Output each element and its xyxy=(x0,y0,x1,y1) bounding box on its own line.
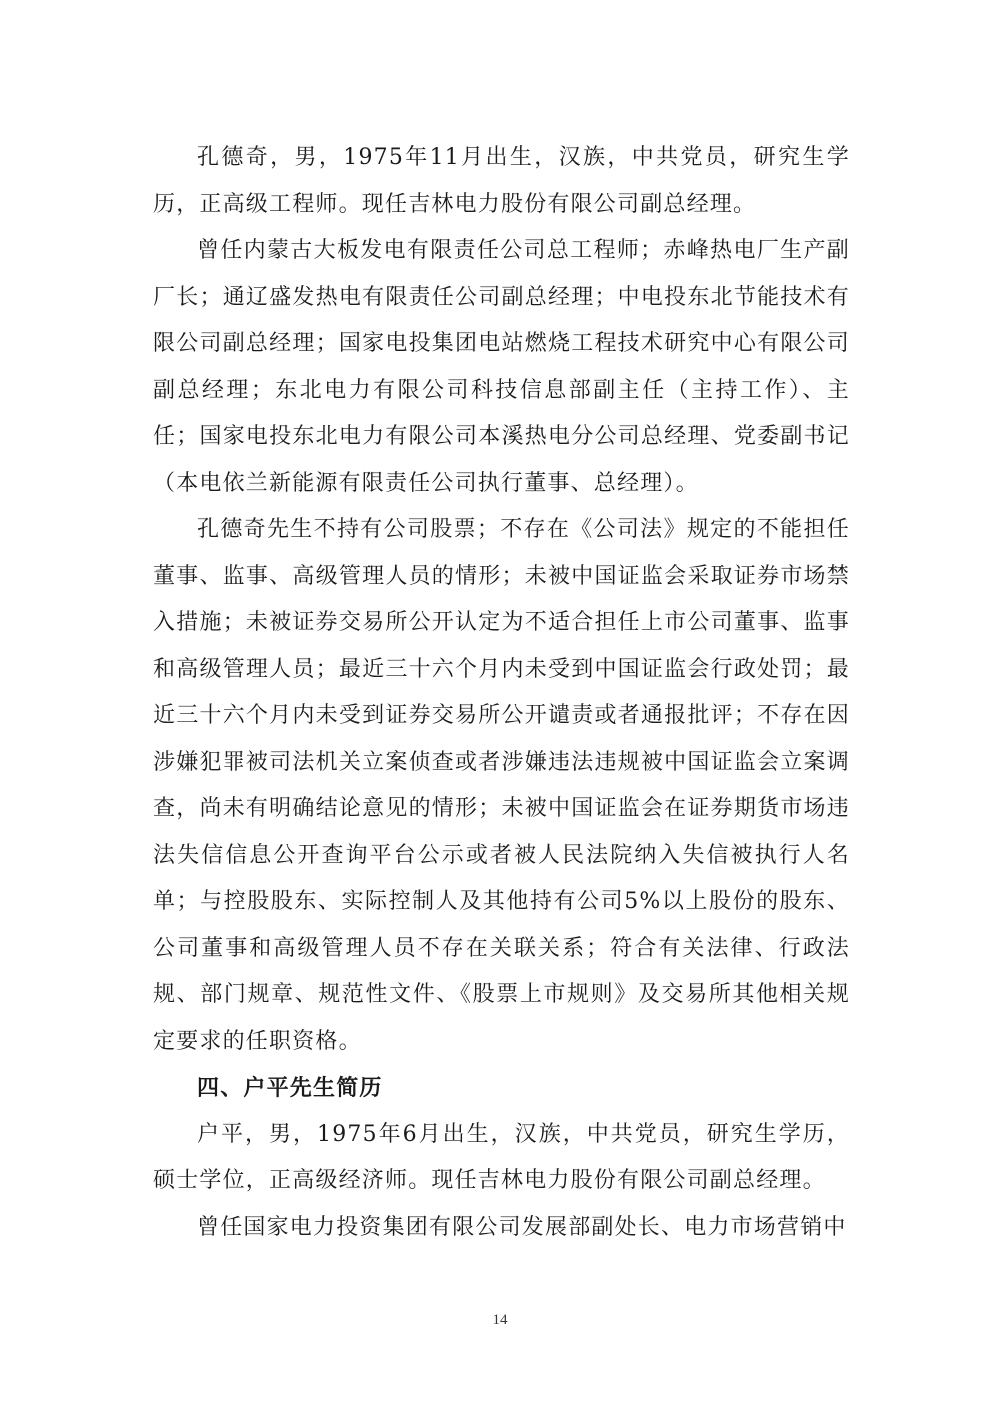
paragraph-hu-basic-info: 户平，男，1975年6月出生，汉族，中共党员，研究生学历，硕士学位，正高级经济师。现任吉林电力股份有限公司副总经理。 xyxy=(153,1121,850,1193)
paragraph-kong-compliance: 孔德奇先生不持有公司股票；不存在《公司法》规定的不能担任董事、监事、高级管理人员的情形；未被中国证监会采取证券市场禁入措施；未被证券交易所公开认定为不适合担任上市公司董事、监事和高级管理人员；最近三十六个月内未受到中国证监会行政处罚；最近三十六个月内未受到证券交易所公开谴责或者通报批评；不存在因涉嫌犯罪被司法机关立案侦查或者涉嫌违法违规被中国证监会立案调查，尚未有明确结论意见的情形；未被中国证监会在证券期货市场违法失信信息公开查询平台公示或者被人民法院纳入失信被执行人名单；与控股股东、实际控制人及其他持有公司5%以上股份的股东、公司董事和高级管理人员不存在关联关系；符合有关法律、行政法规、部门规章、规范性文件、《股票上市规则》及交易所其他相关规定要求的任职资格。 xyxy=(153,517,850,1054)
section-heading: 四、户平先生简历 xyxy=(197,1075,383,1101)
paragraph-kong-basic-info: 孔德奇，男，1975年11月出生，汉族，中共党员，研究生学历，正高级工程师。现任吉林电力股份有限公司副总经理。 xyxy=(153,145,850,217)
document-body xyxy=(153,135,850,1251)
paragraph-kong-career: 曾任内蒙古大板发电有限责任公司总工程师；赤峰热电厂生产副厂长；通辽盛发热电有限责任公司副总经理；中电投东北节能技术有限公司副总经理；国家电投集团电站燃烧工程技术研究中心有限公司副总经理；东北电力有限公司科技信息部副主任（主持工作）、主任；国家电投东北电力有限公司本溪热电分公司总经理、党委副书记（本电依兰新能源有限责任公司执行董事、总经理）。 xyxy=(153,238,850,496)
page-number: 14 xyxy=(492,1312,508,1328)
paragraph-hu-career: 曾任国家电力投资集团有限公司发展部副处长、电力市场营销中 xyxy=(197,1214,847,1240)
